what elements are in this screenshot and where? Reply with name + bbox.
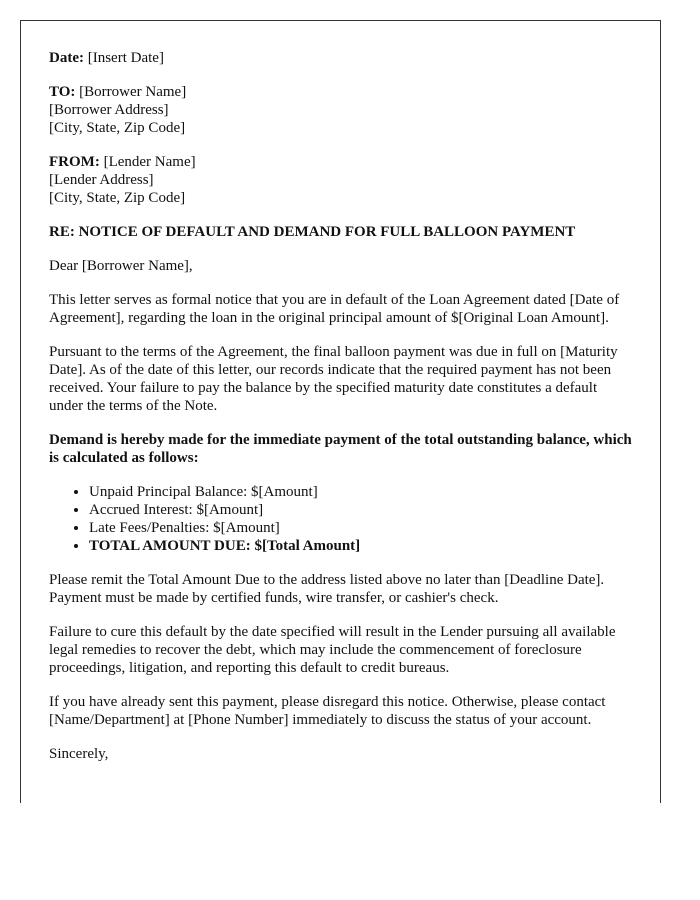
borrower-address: [Borrower Address] (49, 102, 169, 118)
paragraph: If you have already sent this payment, please disregard this notice. Otherwise, please contact [Name/Department] at [Phone Number] immediately to discuss the status of your account. (49, 694, 606, 728)
subject-line (49, 223, 632, 241)
from-label: FROM: (49, 154, 100, 170)
demand-statement (49, 431, 632, 467)
paragraph: This letter serves as formal notice that you are in default of the Loan Agreement dated [Date of Agreement], regarding the loan in the original principal amount of $[Original Loan Amount]. (49, 292, 620, 326)
date-value: [Insert Date] (87, 50, 164, 66)
date-line (49, 49, 632, 67)
to-block (49, 83, 632, 137)
paragraph: Please remit the Total Amount Due to the address listed above no later than [Deadline Date]. Payment must be made by certified funds, wire transfer, or cashier's check. (49, 572, 605, 606)
borrower-name: [Borrower Name] (79, 84, 187, 100)
list-item: • Accrued Interest: $[Amount] (89, 501, 632, 519)
total-text: TOTAL AMOUNT DUE: $[Total Amount] (89, 538, 361, 554)
salutation: Dear [Borrower Name], (49, 258, 193, 274)
paragraph: Failure to cure this default by the date specified will result in the Lender pursuing all available legal remedies to recover the debt, which may include the commencement of foreclosure proceedings, litigation, and reporting this default to credit bureaus. (49, 624, 616, 676)
date-label: Date: (49, 50, 84, 66)
list-item-total (89, 537, 632, 555)
lender-city: [City, State, Zip Code] (49, 190, 186, 206)
lender-address: [Lender Address] (49, 172, 154, 188)
signoff: Sincerely, (49, 746, 109, 762)
borrower-city: [City, State, Zip Code] (49, 120, 186, 136)
from-block (49, 153, 632, 207)
lender-name: [Lender Name] (103, 154, 196, 170)
list-item: • Late Fees/Penalties: $[Amount] (89, 519, 632, 537)
subject-text: RE: NOTICE OF DEFAULT AND DEMAND FOR FULL BALLOON PAYMENT (49, 224, 576, 240)
amount-list (49, 483, 632, 555)
paragraph: Pursuant to the terms of the Agreement, the final balloon payment was due in full on [Maturity Date]. As of the date of this letter, our records indicate that the required payment has not been received. Your failure to pay the balance by the specified maturity date constitutes a default under the terms of the Note. (49, 344, 618, 414)
letter-page (20, 20, 661, 803)
list-item: • Unpaid Principal Balance: $[Amount] (89, 483, 632, 501)
to-label: TO: (49, 84, 76, 100)
demand-text: Demand is hereby made for the immediate payment of the total outstanding balance, which is calculated as follows: (49, 432, 632, 466)
